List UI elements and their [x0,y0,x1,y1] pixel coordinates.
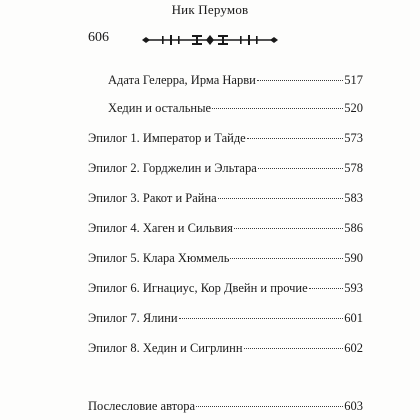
toc-leader-dots [179,318,344,319]
toc-leader-dots [218,198,344,199]
toc-entry-title: Эпилог 6. Игнациус, Кор Двейн и прочие [88,281,308,295]
toc-entry [88,130,363,146]
toc-entry-page: 520 [344,101,363,115]
toc-entry-page: 578 [344,161,363,175]
toc-leader-dots [234,228,343,229]
running-head-author: Ник Перумов [171,2,249,17]
toc-entry-title: Эпилог 4. Хаген и Сильвия [88,221,233,235]
toc-entry [88,250,363,266]
toc-entry [88,280,363,296]
toc-entry-page: 602 [344,341,363,355]
toc-entry [88,220,363,236]
toc-entry-title: Эпилог 8. Хедин и Сигрлинн [88,341,243,355]
toc-leader-dots [230,258,343,259]
toc-entry [88,160,363,176]
toc-entry-page: 593 [344,281,363,295]
toc-entry-page: 586 [344,221,363,235]
toc-entry-page: 590 [344,251,363,265]
toc-entry-title: Хедин и остальные [108,101,212,115]
toc-entry-title: Эпилог 2. Горджелин и Эльтара [88,161,257,175]
toc-entry-page: 517 [344,73,363,87]
toc-entry-title: Эпилог 3. Ракот и Райна [88,191,217,205]
toc-entry-page: 573 [344,131,363,145]
toc-leader-dots [244,348,344,349]
toc-leader-dots [257,80,343,81]
toc-leader-dots [309,288,344,289]
toc-leader-dots [196,406,343,407]
toc-entry-title: Послесловие автора [88,399,196,413]
toc-entry-title: Эпилог 5. Клара Хюммель [88,251,230,265]
toc-leader-dots [258,168,343,169]
toc-leader-dots [247,138,344,139]
toc-entry-title: Эпилог 7. Ялини [88,311,178,325]
toc-entry-page: 603 [344,399,363,413]
toc-entry-title: Адата Гелерра, Ирма Нарви [108,73,256,87]
toc-entry [108,72,363,88]
toc-entry-page: 601 [344,311,363,325]
toc-entry [88,340,363,356]
toc-entry [88,190,363,206]
toc-entry-page: 583 [344,191,363,205]
toc-entry [88,310,363,326]
toc-leader-dots [212,108,343,109]
toc-entry-afterword [88,398,363,414]
toc-entry [108,100,363,116]
toc-entry-title: Эпилог 1. Император и Тайде [88,131,246,145]
ornament-divider-icon [140,33,280,47]
page-number: 606 [88,30,109,45]
